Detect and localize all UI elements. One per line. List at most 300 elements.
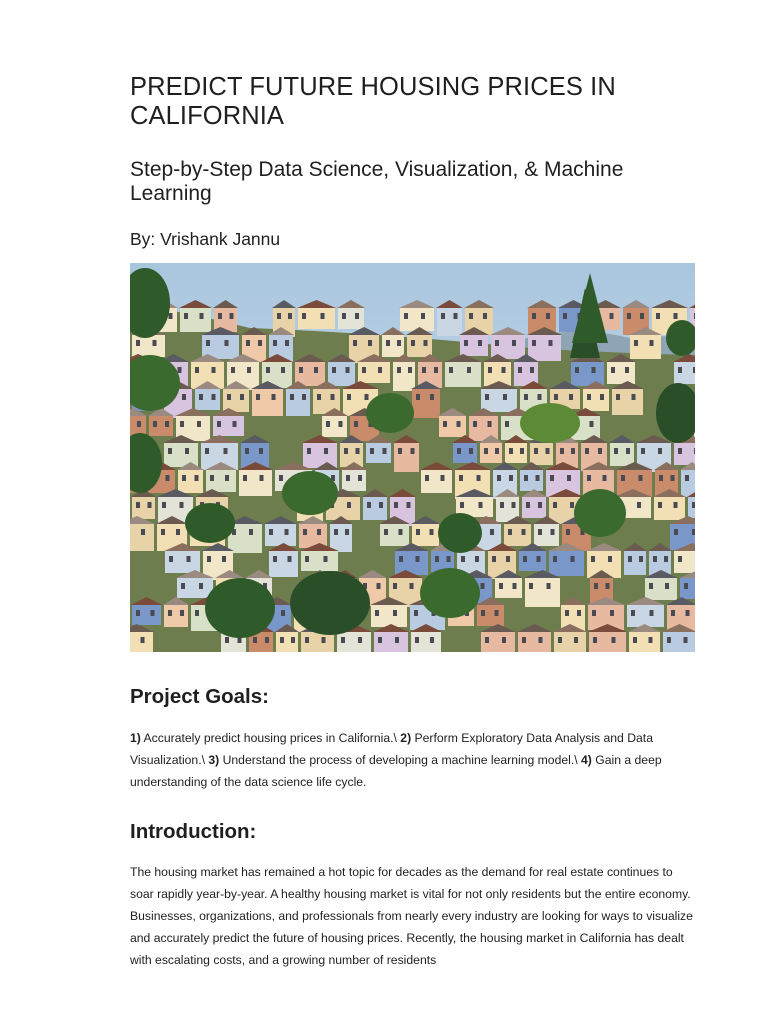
house-window [512,340,516,346]
house [407,335,432,357]
house-window [180,421,184,427]
house-window [212,367,216,373]
house-window [178,367,182,373]
house-window [212,394,216,400]
house [528,335,561,361]
house-window [461,556,465,562]
house-window [492,556,496,562]
house-window [490,529,494,535]
house [342,470,366,491]
goal-text: Understand the process of developing a machine learning model.\ [219,753,581,767]
house-window [305,556,309,562]
house-window [205,448,209,454]
house-window [467,367,471,373]
house [610,443,634,466]
house-window [678,367,682,373]
house-window [658,448,662,454]
house-window [443,421,447,427]
house-window [322,637,326,643]
house-window [290,394,294,400]
house-window [671,475,675,481]
house-window [377,583,381,589]
house-window [538,529,542,535]
house-window [288,556,292,562]
house-window [404,313,408,319]
house-window [594,583,598,589]
house-window [512,502,516,508]
house-window [222,556,226,562]
house-window [368,340,372,346]
house-window [532,313,536,319]
house-window [285,340,289,346]
house-window [483,313,487,319]
house-window [280,637,284,643]
house-window [616,394,620,400]
house-window [610,610,614,616]
house-window [554,394,558,400]
introduction-heading: Introduction: [130,820,257,843]
house-window [481,610,485,616]
house-window [694,313,695,319]
house-window [416,529,420,535]
house-window [692,502,695,508]
house-window [200,313,204,319]
house-window [538,502,542,508]
house-window [608,556,612,562]
house [132,497,155,519]
house-window [569,394,573,400]
house-window [253,637,257,643]
house-window [230,313,234,319]
house-window [449,367,453,373]
house-window [386,340,390,346]
house-window [598,448,602,454]
house-window [225,475,229,481]
house-window [397,340,401,346]
house-window [277,313,281,319]
house-window [509,475,513,481]
goals-heading: Project Goals: [130,685,269,708]
house [366,443,391,463]
goal-number: 3) [208,753,220,767]
house-window [614,448,618,454]
house-window [518,367,522,373]
house-window [633,637,637,643]
house [340,443,363,467]
house [654,497,685,520]
house [164,443,198,467]
house-window [587,394,591,400]
house-window [537,556,541,562]
house-window [546,313,550,319]
house-window [553,502,557,508]
house-window [397,367,401,373]
house [412,389,440,418]
house-window [281,367,285,373]
house-window [166,475,170,481]
house-window [441,475,445,481]
house-window [649,583,653,589]
introduction-paragraph: The housing market has remained a hot topic for decades as the demand for real estate continues to soar rapidly year-by-year. A healthy housing market is vital for not only residents but the entire economy. Businesses, organizations, and professionals from nearly every industry are looking for ways to visualize and accurately predict the future of housing prices. Recently, the housing market in California has dealt with escalating costs, and a growing number of residents [130,865,693,967]
house-window [303,529,307,535]
house-window [266,367,270,373]
house-window [667,637,671,643]
house-window [495,610,499,616]
house-window [530,367,534,373]
house-window [273,340,277,346]
house-window [674,529,678,535]
house-window [502,367,506,373]
house-window [299,367,303,373]
house-window [231,367,235,373]
house-window [416,556,420,562]
house-window [631,610,635,616]
house-window [497,475,501,481]
house [269,551,298,577]
house-window [269,529,273,535]
house [395,551,428,575]
house-window [344,448,348,454]
house [525,578,560,607]
house-window [674,502,678,508]
house-window [539,637,543,643]
house [624,551,646,575]
house-window [653,556,657,562]
house [178,470,203,493]
house-window [574,637,578,643]
house-window [165,421,169,427]
house-window [181,583,185,589]
house-window [693,367,695,373]
house-window [524,475,528,481]
house-window [485,637,489,643]
house [164,605,188,627]
house-window [331,394,335,400]
house-window [415,637,419,643]
house-window [520,448,524,454]
house-window [658,502,662,508]
house-window [639,556,643,562]
house-window [383,448,387,454]
house-window [187,556,191,562]
house-window [495,448,499,454]
house-window [473,421,477,427]
house-window [180,610,184,616]
document-subtitle: Step-by-Step Data Science, Visualization, & Machine Learning [130,158,624,205]
house-window [686,610,690,616]
house-window [547,583,551,589]
house-window [481,583,485,589]
house-window [495,340,499,346]
house-window [260,475,264,481]
house [330,524,352,552]
house-window [674,313,678,319]
house-window [469,313,473,319]
house-window [225,340,229,346]
house-window [649,637,653,643]
house [180,308,211,332]
house-window [339,421,343,427]
house-window [399,529,403,535]
house-window [505,421,509,427]
house-window [367,502,371,508]
house-window [441,313,445,319]
house-window [285,529,289,535]
house-window [664,556,668,562]
house-window [591,556,595,562]
house-window [153,421,157,427]
house-window [353,340,357,346]
house-window [577,610,581,616]
house-window [536,475,540,481]
house [223,389,249,412]
house-window [509,448,513,454]
house-window [355,313,359,319]
house-window [534,448,538,454]
house-window [585,448,589,454]
house-window [421,313,425,319]
house-window [370,448,374,454]
house-window [425,475,429,481]
house-window [358,637,362,643]
house [393,362,415,391]
house-window [243,475,247,481]
house-window [362,367,366,373]
house-window [384,529,388,535]
house-window [563,313,567,319]
house-window [375,610,379,616]
house-window [141,529,145,535]
house-window [558,637,562,643]
house-window [345,529,349,535]
house-window [162,502,166,508]
house-window [513,583,517,589]
house [612,389,643,415]
house-window [575,367,579,373]
house-window [346,367,350,373]
house-window [249,529,253,535]
house-window [434,367,438,373]
house-window [612,637,616,643]
house-window [324,556,328,562]
house-window [684,637,688,643]
house [286,389,310,416]
goal-number: 1) [130,731,141,745]
house [445,362,481,387]
house-window [610,313,614,319]
house-window [659,475,663,481]
house [363,497,387,520]
house-window [356,448,360,454]
house-window [485,394,489,400]
house-window [240,394,244,400]
house-window [606,583,610,589]
house-window [592,610,596,616]
house-window [324,448,328,454]
house-window [169,556,173,562]
house-window [479,502,483,508]
house-window [168,610,172,616]
house-window [500,502,504,508]
house-window [665,583,669,589]
house-window [217,421,221,427]
goal-text: Gain a deep understanding of the data science life cycle. [130,753,662,789]
house [149,416,173,436]
goal-number: 2) [400,731,412,745]
house-window [182,475,186,481]
goal-number: 4) [581,753,592,767]
house [674,443,695,465]
goals-paragraph [130,727,696,793]
house-window [272,394,276,400]
house-window [424,340,428,346]
house-window [273,556,277,562]
house [437,308,462,336]
house-window [317,529,321,535]
house-window [265,637,269,643]
house-window [411,340,415,346]
house [322,416,347,437]
house-window [365,394,369,400]
house-window [195,475,199,481]
house-window [408,367,412,373]
house-window [603,475,607,481]
house-window [258,340,262,346]
house-window [571,448,575,454]
house-window [288,313,292,319]
house-window [378,637,382,643]
house [583,389,609,411]
house-window [546,448,550,454]
house-window [488,421,492,427]
house [303,443,337,468]
house-window [168,448,172,454]
house-window [347,394,351,400]
house-window [411,448,415,454]
house-window [475,556,479,562]
house-window [430,637,434,643]
house-window [454,313,458,319]
house-window [457,448,461,454]
house-window [207,556,211,562]
house-window [430,529,434,535]
house-window [259,448,263,454]
house-window [224,448,228,454]
house-window [218,313,222,319]
house-window [640,313,644,319]
house-window [627,313,631,319]
house-window [459,475,463,481]
house-window [650,610,654,616]
house [421,470,452,493]
house-window [678,448,682,454]
house [681,470,695,497]
house-window [136,340,140,346]
house-window [628,556,632,562]
house-window [553,556,557,562]
goal-text: Accurately predict housing prices in California.\ [140,731,401,745]
house-window [399,556,403,562]
house-window [153,340,157,346]
house-window [225,637,229,643]
house-window [506,556,510,562]
house [328,362,355,386]
house-window [233,421,237,427]
house [522,497,546,518]
house-window [195,610,199,616]
house [674,362,695,384]
house-window [639,475,643,481]
house-window [549,340,553,346]
house-window [394,502,398,508]
house-window [685,475,689,481]
house [195,389,220,410]
house-window [305,637,309,643]
house-window [566,529,570,535]
house-window [478,340,482,346]
house-window [502,637,506,643]
house-window [169,313,173,319]
house-window [484,448,488,454]
house-window [314,367,318,373]
house-window [141,637,145,643]
house-window [151,610,155,616]
hillside-houses-photo [130,263,695,652]
house-window [407,502,411,508]
house-window [317,394,321,400]
house-window [626,448,630,454]
house-window [435,556,439,562]
house-window [600,394,604,400]
house-window [529,583,533,589]
house-window [447,556,451,562]
house-window [398,448,402,454]
house-window [526,502,530,508]
house-window [692,529,695,535]
house-window [656,313,660,319]
house [549,551,584,576]
house-window [281,610,285,616]
house-window [136,502,140,508]
house-window [570,502,574,508]
house-window [137,421,141,427]
house [530,443,553,465]
house-window [347,502,351,508]
house-window [611,367,615,373]
house [481,389,517,412]
house-window [180,502,184,508]
house-window [571,556,575,562]
house-window [416,394,420,400]
house-window [694,448,695,454]
house-window [210,475,214,481]
goal-text: Perform Exploratory Data Analysis and Data Visualization.\ [130,731,653,767]
house-window [488,367,492,373]
house-window [393,610,397,616]
house-window [410,583,414,589]
house-window [625,367,629,373]
house-window [587,475,591,481]
house-window [503,394,507,400]
house-window [650,340,654,346]
house-window [422,367,426,373]
house-window [136,610,140,616]
house-window [464,340,468,346]
house-window [395,637,399,643]
house-window [524,394,528,400]
house-window [430,394,434,400]
house-window [565,610,569,616]
